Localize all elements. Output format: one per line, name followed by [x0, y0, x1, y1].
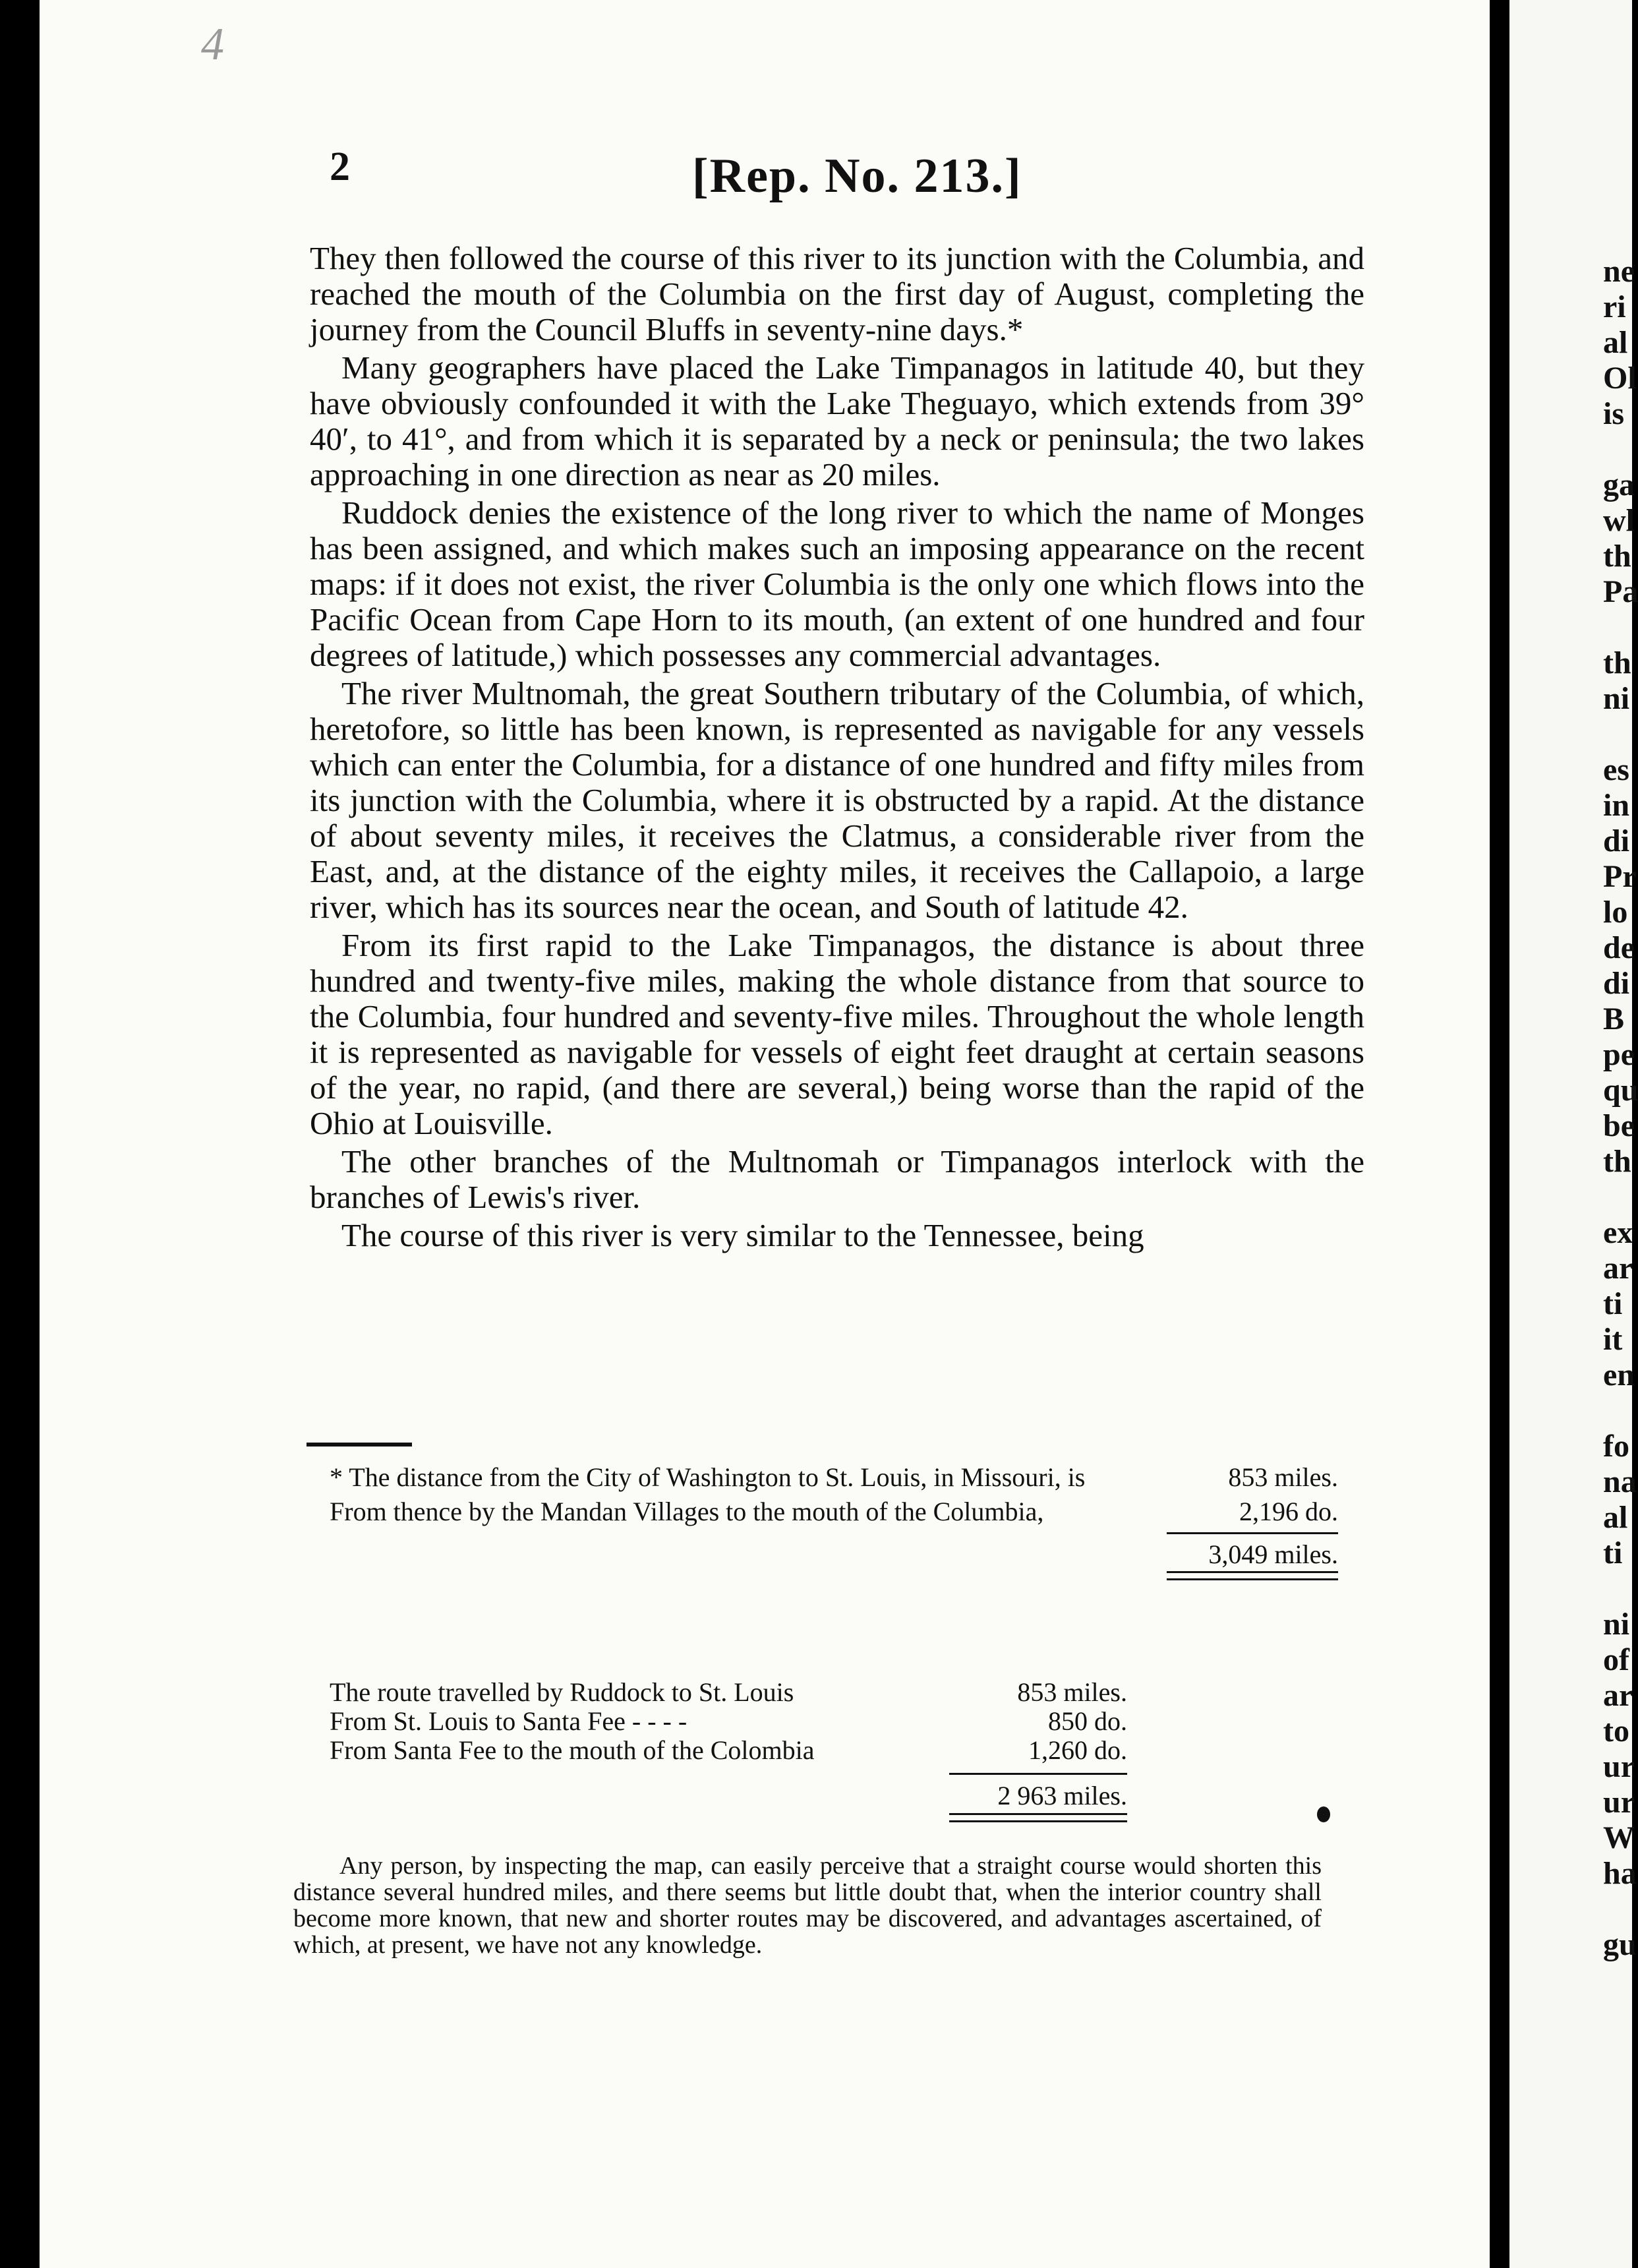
adjacent-fragment: ti — [1603, 1536, 1623, 1570]
route-amount: 853 miles. — [1017, 1677, 1127, 1707]
adjacent-fragment: Ol — [1603, 361, 1637, 396]
adjacent-fragment: pe — [1603, 1037, 1635, 1072]
footnote-amount: 2,196 do. — [1239, 1497, 1338, 1526]
adjacent-fragment: ti — [1603, 1286, 1623, 1321]
route-desc: From St. Louis to Santa Fee - - - - — [330, 1706, 687, 1736]
adjacent-fragment: B — [1603, 1001, 1625, 1036]
total-double-rule — [949, 1813, 1127, 1822]
footnote-amount: 853 miles. — [1228, 1462, 1338, 1492]
adjacent-fragment: to — [1603, 1714, 1629, 1748]
adjacent-fragment: is — [1603, 396, 1625, 431]
paragraph: Many geographers have placed the Lake Timpanagos in latitude 40, but they have obviously confounded it with the Lake Theguayo, which extends from 39° 40′, to 41°, and from which it is separated by a neck or peninsula; the two lakes approaching in one direction as near as 20 miles. — [310, 349, 1364, 492]
closing-paragraph: Any person, by inspecting the map, can easily perceive that a straight course would shorten this distance several hundred miles, and there seems but little doubt that, when the interior country shall become more known, that new and shorter routes may be discovered, and advantages ascertained, of which, at present, we have not any knowledge. — [293, 1852, 1322, 1959]
footnote-distance-table — [330, 1464, 1338, 1580]
footnote-total: 3,049 miles. — [1167, 1532, 1338, 1568]
paragraph: The course of this river is very similar to the Tennessee, being — [341, 1217, 1144, 1253]
table-row — [330, 1464, 1338, 1491]
adjacent-fragment: wl — [1603, 503, 1635, 538]
pencil-mark: 4 — [201, 19, 231, 70]
adjacent-fragment: ga — [1603, 467, 1635, 502]
adjacent-fragment: ex — [1603, 1215, 1633, 1250]
page-gutter — [1491, 0, 1509, 2268]
adjacent-fragment: al — [1603, 325, 1628, 360]
footnote-desc: * The distance from the City of Washington to St. Louis, in Missouri, is — [330, 1462, 1086, 1492]
adjacent-fragment: ur — [1603, 1749, 1635, 1784]
adjacent-fragment: de — [1603, 930, 1635, 965]
adjacent-fragment: lo — [1603, 895, 1628, 930]
adjacent-fragment: fo — [1603, 1429, 1629, 1464]
adjacent-fragment — [1603, 1571, 1632, 1607]
adjacent-fragment — [1603, 1892, 1632, 1927]
total-double-rule — [1167, 1571, 1338, 1580]
adjacent-fragment: ni — [1603, 681, 1630, 716]
table-row — [330, 1678, 1127, 1707]
adjacent-fragment: ar — [1603, 1251, 1633, 1286]
route-distance-table — [330, 1678, 1127, 1822]
table-row — [330, 1707, 1127, 1736]
footnote-desc: From thence by the Mandan Villages to the mouth of the Columbia, — [330, 1497, 1044, 1526]
adjacent-fragment: qu — [1603, 1073, 1638, 1108]
paragraph: Ruddock denies the existence of the long river to which the name of Monges has been assigned, and which makes such an imposing appearance on the recent maps: if it does not exist, the river Columbia is the only one which flows into the Pacific Ocean from Cape Horn to its mouth, (an extent of one hundred and four degrees of latitude,) which possesses any commercial advantages. — [310, 494, 1364, 673]
adjacent-fragment: of — [1603, 1642, 1629, 1677]
adjacent-page-text — [1603, 254, 1638, 1963]
adjacent-fragment: ni — [1603, 1607, 1630, 1642]
adjacent-fragment: gu — [1603, 1927, 1637, 1962]
adjacent-fragment: ri — [1603, 289, 1626, 324]
adjacent-fragment — [1603, 432, 1632, 467]
route-amount: 1,260 do. — [1028, 1735, 1127, 1765]
adjacent-fragment: ha — [1603, 1856, 1637, 1891]
adjacent-fragment: th — [1603, 1144, 1631, 1179]
adjacent-fragment: th — [1603, 539, 1631, 574]
adjacent-fragment: es — [1603, 752, 1629, 787]
page-number: 2 — [330, 144, 350, 189]
adjacent-fragment — [1603, 610, 1632, 645]
adjacent-fragment: it — [1603, 1322, 1623, 1357]
paragraph: They then followed the course of this river to its junction with the Columbia, and reached the mouth of the Columbia on the first day of August, completing the journey from the Council Bluffs in seventy-nine days.* — [310, 240, 1364, 347]
paragraph: The river Multnomah, the great Southern tributary of the Columbia, of which, heretofore, so little has been known, is represented as navigable for any vessels which can enter the Columbia, for a distance of one hundred and fifty miles from its junction with the Columbia, where it is obstructed by a rapid. At the distance of about seventy miles, it receives the Clatmus, a considerable river from the East, and, at the distance of the eighty miles, it receives the Callapoio, a large river, which has its sources near the ocean, and South of latitude 42. — [310, 675, 1364, 925]
adjacent-fragment: na — [1603, 1464, 1637, 1499]
adjacent-fragment: ne — [1603, 254, 1635, 289]
closing-note — [293, 1853, 1322, 1958]
adjacent-fragment: ar — [1603, 1678, 1633, 1713]
adjacent-fragment — [1603, 1179, 1632, 1215]
running-head: [Rep. No. 213.] — [692, 149, 1022, 203]
route-total: 2 963 miles. — [949, 1773, 1127, 1810]
adjacent-fragment: al — [1603, 1500, 1628, 1535]
adjacent-fragment: di — [1603, 966, 1630, 1001]
table-row — [330, 1736, 1127, 1765]
adjacent-fragment: in — [1603, 788, 1630, 823]
route-amount: 850 do. — [1048, 1706, 1127, 1736]
adjacent-fragment: W — [1603, 1820, 1635, 1855]
adjacent-fragment — [1603, 1393, 1632, 1429]
adjacent-fragment: Pa — [1603, 574, 1638, 609]
adjacent-fragment: th — [1603, 645, 1631, 680]
adjacent-fragment — [1603, 717, 1632, 752]
adjacent-fragment: ur — [1603, 1785, 1635, 1820]
route-desc: From Santa Fee to the mouth of the Colombia — [330, 1735, 815, 1765]
route-desc: The route travelled by Ruddock to St. Louis — [330, 1677, 794, 1707]
adjacent-fragment: di — [1603, 823, 1630, 858]
adjacent-fragment: en — [1603, 1358, 1635, 1392]
paragraph: From its first rapid to the Lake Timpanagos, the distance is about three hundred and twenty-five miles, making the whole distance from that source to the Columbia, four hundred and seventy-five miles. Throughout the whole length it is represented as navigable for vessels of eight feet draught at certain seasons of the year, no rapid, (and there are several,) being worse than the rapid of the Ohio at Louisville. — [310, 927, 1364, 1141]
ink-dot — [1317, 1806, 1330, 1822]
body-text — [310, 241, 1364, 1256]
table-row — [330, 1498, 1338, 1526]
footnote-rule — [307, 1443, 412, 1447]
adjacent-fragment: be — [1603, 1108, 1635, 1143]
paragraph: The other branches of the Multnomah or Timpanagos interlock with the branches of Lewis's river. — [310, 1143, 1364, 1215]
adjacent-fragment: Pr — [1603, 859, 1637, 894]
